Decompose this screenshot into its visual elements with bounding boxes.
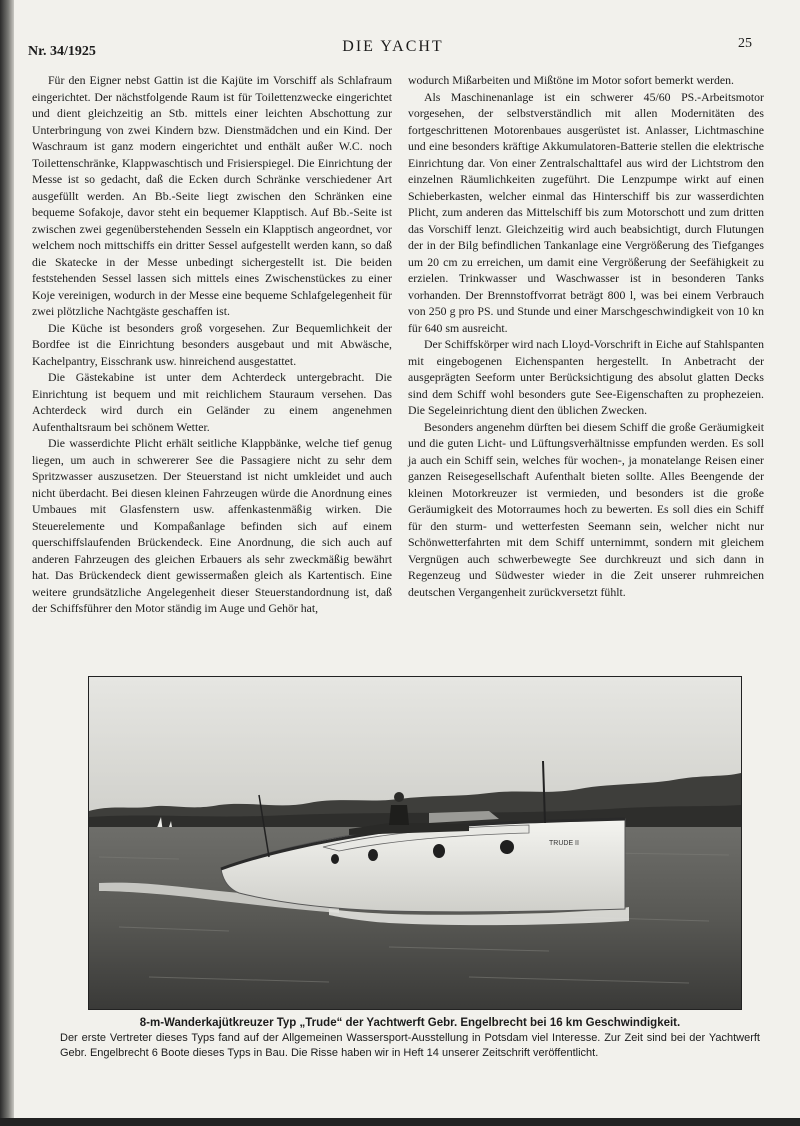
photo-caption bbox=[60, 1016, 760, 1061]
scan-edge bbox=[0, 1118, 800, 1126]
boat-photo bbox=[88, 676, 742, 1010]
page-gutter bbox=[0, 0, 14, 1126]
page-number: 25 bbox=[738, 36, 752, 51]
caption-body: Der erste Vertreter dieses Typs fand auf der Allgemeinen Wassersport-Ausstellung in Potsdam viel Interesse. Zur Zeit sind bei der Yachtwerft Gebr. Engelbrecht 6 Boote dieses Typs in Bau. Die Risse haben wir in Heft 14 unserer Zeitschrift veröffentlicht. bbox=[60, 1032, 760, 1059]
right-column bbox=[408, 72, 764, 600]
paragraph: Die Küche ist besonders groß vorgesehen. Zur Bequemlichkeit der Bordfee ist die Einrichtung besonders ausgebaut und mit Abwäsche, Kachelpantry, Eisschrank usw. hinreichend ausgestattet. bbox=[32, 320, 392, 368]
paragraph: Der Schiffskörper wird nach Lloyd-Vorschrift in Eiche auf Stahlspanten mit eingebogenen Eichenspanten hergestellt. In Anbetracht der ausgeprägten Seeform unter Berücksichtigung des absolut glatten Decks sind dem Schiff wohl besonders gute See-Eigenschaften zu prophezeien. Die Segeleinrichtung dient den üblichen Zwecken. bbox=[408, 337, 764, 417]
paragraph: Besonders angenehm dürften bei diesem Schiff die große Geräumigkeit und die guten Licht- und Lüftungsverhältnisse empfunden werden. Es soll ja auch ein Schiff sein, welches für wochen-, ja monatelange Reisen einer ganzen Reisegesellschaft Aufenthalt bieten sollte. Alles Beengende der kleinen Motorkreuzer ist vermieden, und besonders ist die große Geräumigkeit des Motorraumes hoch zu bewerten. Es soll dies ein Schiff für den sturm- und wetterfesten Seemann sein, welcher nicht nur Schönwetterfahrten mit dem Schiff unternimmt, sondern mit gleichem Vergnügen auch schwerbewegte See durchkreuzt und sich dann in Regenzeug und Südwester wieder in die Zeit unserer ruhmreichen deutschen Vergangenheit zurückversetzt fühlt. bbox=[408, 419, 764, 599]
paragraph: wodurch Mißarbeiten und Mißtöne im Motor sofort bemerkt werden. bbox=[408, 73, 734, 87]
paragraph: Als Maschinenanlage ist ein schwerer 45/60 PS.-Arbeitsmotor vorgesehen, der selbstverständlich mit allen Modernitäten des fortgeschrittenen Motorenbaues ausgerüstet ist. Anlasser, Lichtmaschine und eine besonders kräftige Akkumulatoren-Batterie stellen die elektrische Einrichtung dar. Von einer Zentralschalttafel aus wird der Lichtstrom den einzelnen Räumlichkeiten zugeführt. Die Lenzpumpe wirkt auf einen Schieberkasten, welcher einmal das Hinterschiff bis zur wasserdichten Plicht, zum anderen das Mittelschiff bis zum Motorschott und zum dritten das Vorschiff lenzt. Gleichzeitig wird auch beabsichtigt, durch Flutungen der in der Bilg befindlichen Tankanlage eine Vergrößerung des Tiefganges um 20 cm zu erreichen, um damit eine Vergrößerung der Seefähigkeit zu erzielen. Trinkwasser und Waschwasser ist in besonderen Tanks vorhanden. Der Brennstoffvorrat beträgt 800 l, was bei einem Verbrauch von 250 g pro PS. und Stunde und einer Marschgeschwindigkeit von 10 kn für 640 sm ausreicht. bbox=[408, 89, 764, 335]
boat-name-text: TRUDE II bbox=[549, 840, 579, 847]
issue-number: Nr. 34/1925 bbox=[28, 44, 96, 59]
paragraph: Für den Eigner nebst Gattin ist die Kajüte im Vorschiff als Schlafraum eingerichtet. Der nächstfolgende Raum ist für Toilettenzwecke eingerichtet und dient gleichzeitig an Stb. mittels einer leichten Abschottung zur Unterbringung von zwei Kindern bzw. Dienstmädchen und ein Kind. Der Waschraum ist ganz modern eingerichtet und enthält außer W.C. noch Toilettenschränke, Klappwaschtisch und Frisierspiegel. Die Einrichtung der Messe ist so gedacht, daß die Ecken durch Schränke verschiedener Art ausgefüllt werden. An Bb.-Seite liegt zwischen den Schränken eine bequeme Sofakoje, davor steht ein bequemer Klapptisch. Auf Bb.-Seite ist zwischen zwei gegenüberstehenden Sesseln ein Klapptisch angeordnet, vor welchem noch mittschiffs ein dritter Sessel aufgestellt werden kann, so daß die Skatecke in der Messe unbedingt sichergestellt ist. Die beiden feststehenden Sessel lassen sich mittels eines Zwischenstückes zu einer Koje vereinigen, wodurch in der Messe eine bequeme Schlafgelegenheit für zwei plötzliche Nachtgäste geschaffen ist. bbox=[32, 73, 392, 318]
left-column bbox=[32, 72, 392, 617]
caption-title: 8-m-Wanderkajütkreuzer Typ „Trude“ der Yachtwerft Gebr. Engelbrecht bei 16 km Geschwindigkeit. bbox=[139, 1017, 681, 1029]
page-header bbox=[28, 36, 758, 60]
paragraph: Die Gästekabine ist unter dem Achterdeck untergebracht. Die Einrichtung ist bequem und mit reichlichem Stauraum versehen. Das Achterdeck wird durch ein Geländer zu einem angenehmen Aufenthaltsraum bei schönem Wetter. bbox=[32, 370, 392, 434]
magazine-title: DIE YACHT bbox=[342, 38, 444, 55]
paragraph: Die wasserdichte Plicht erhält seitliche Klappbänke, welche tief genug liegen, um auch in schwererer See die Passagiere nicht zu sehr dem Spritzwasser auszusetzen. Der Steuerstand ist nicht umkleidet und auch nicht überdacht. Bei diesen kleinen Fahrzeugen würde die Anordnung eines Umbaues mit Glasfenstern usw. affenkastenmäßig wirken. Die Steuerelemente und Kompaßanlage befinden sich auf einem querschiffslaufenden Brückendeck. Eine Anordnung, die sich auch auf anderen Fahrzeugen des gleichen Erbauers als sehr zweckmäßig bewährt hat. Das Brückendeck dient gewissermaßen gleich als Kartentisch. Eine weitere grundsätzliche Angelegenheit dieser Steuerstandordnung ist, daß der Schiffsführer den Motor ständig im Auge und Gehör hat, bbox=[32, 436, 392, 615]
boat-photo-illustration bbox=[89, 677, 741, 1009]
